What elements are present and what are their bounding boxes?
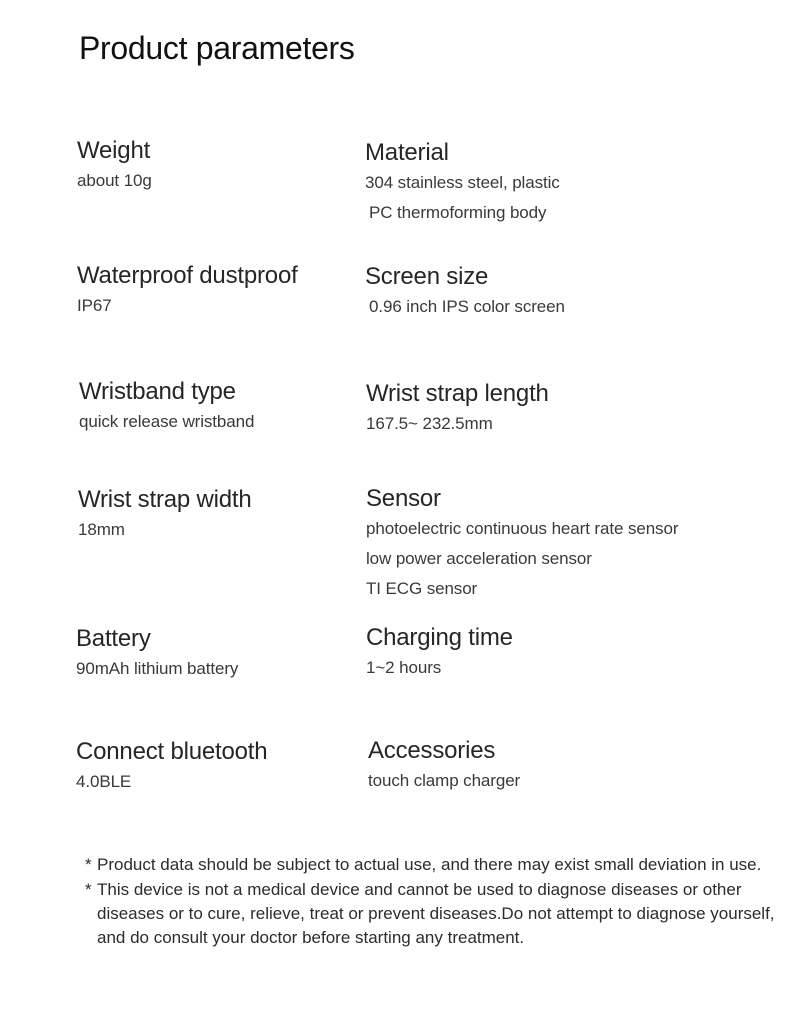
param-charging-time xyxy=(366,623,513,683)
param-label: Waterproof dustproof xyxy=(77,262,298,289)
param-value: 90mAh lithium battery xyxy=(76,659,239,678)
param-label: Connect bluetooth xyxy=(76,738,268,765)
param-strap-width xyxy=(78,485,252,545)
note-marker: * xyxy=(85,880,92,899)
param-label: Screen size xyxy=(365,263,489,290)
param-value: 167.5~ 232.5mm xyxy=(366,414,493,433)
param-value: low power acceleration sensor xyxy=(366,549,592,568)
param-value: photoelectric continuous heart rate sensor xyxy=(366,519,679,538)
param-label: Wrist strap length xyxy=(366,380,549,407)
param-label: Sensor xyxy=(366,485,441,512)
param-label: Weight xyxy=(77,137,151,164)
param-value: IP67 xyxy=(77,296,112,315)
param-value: 4.0BLE xyxy=(76,772,132,791)
param-value: 0.96 inch IPS color screen xyxy=(369,297,565,316)
param-screen-size xyxy=(365,262,565,322)
param-value: about 10g xyxy=(77,171,152,190)
param-label: Charging time xyxy=(366,624,513,651)
param-label: Wrist strap width xyxy=(78,486,252,513)
param-value: 18mm xyxy=(78,520,125,539)
param-value: 304 stainless steel, plastic xyxy=(365,173,560,192)
param-weight xyxy=(77,136,152,196)
param-value: PC thermoforming body xyxy=(369,203,547,222)
param-value: touch clamp charger xyxy=(368,771,521,790)
disclaimer-notes xyxy=(85,853,775,950)
note-text: Product data should be subject to actual use, and there may exist small deviation in use. xyxy=(97,855,762,874)
note-item xyxy=(85,878,775,950)
param-label: Accessories xyxy=(368,737,496,764)
param-value: TI ECG sensor xyxy=(366,579,478,598)
param-sensor xyxy=(366,484,678,604)
param-waterproof xyxy=(77,261,298,321)
page-title: Product parameters xyxy=(79,30,355,66)
param-value: 1~2 hours xyxy=(366,658,442,677)
param-strap-length xyxy=(366,379,549,439)
param-label: Wristband type xyxy=(79,378,236,405)
param-value: quick release wristband xyxy=(79,412,255,431)
note-text: This device is not a medical device and cannot be used to diagnose diseases or other diseases or to cure, relieve, treat or prevent diseases.Do not attempt to diagnose yourself, and do consult your doctor before starting any treatment. xyxy=(97,880,775,947)
param-bluetooth xyxy=(76,737,267,797)
note-marker: * xyxy=(85,855,92,874)
note-item xyxy=(85,853,775,877)
param-accessories xyxy=(368,736,520,796)
param-label: Battery xyxy=(76,625,151,652)
param-material xyxy=(365,138,560,228)
param-label: Material xyxy=(365,139,449,166)
param-wristband-type xyxy=(79,377,254,437)
param-battery xyxy=(76,624,238,684)
